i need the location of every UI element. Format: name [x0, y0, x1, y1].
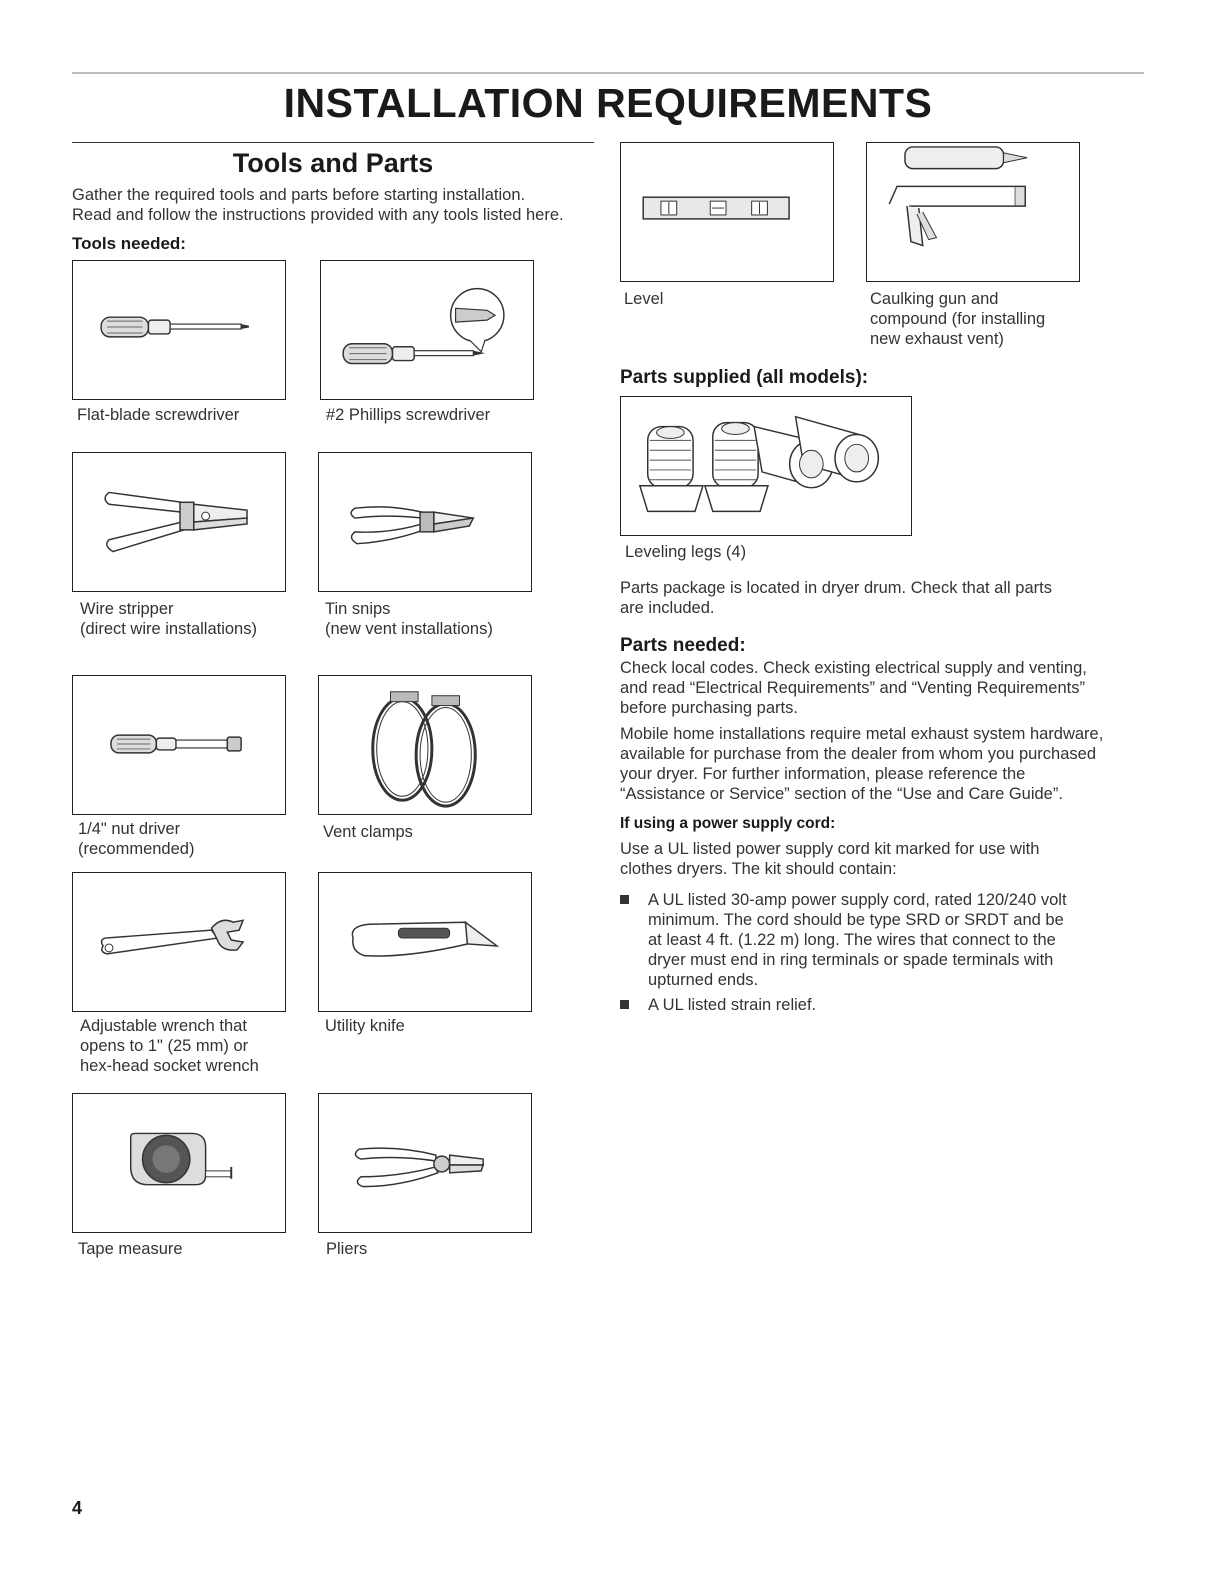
- section-rule: [72, 142, 594, 143]
- vent-clamps-icon: [319, 676, 531, 814]
- page-number: 4: [72, 1498, 83, 1518]
- level-icon: [621, 143, 833, 281]
- leveling-legs-figure: [620, 396, 912, 536]
- parts-supplied-heading: Parts supplied (all models):: [620, 367, 869, 388]
- wire-stripper-figure: [72, 452, 286, 592]
- caption-tin-snips: Tin snips (new vent installations): [325, 600, 493, 638]
- pliers-figure: [318, 1093, 532, 1233]
- nut-driver-icon: [73, 676, 285, 814]
- bullet-square-icon: [620, 1000, 629, 1009]
- wire-stripper-icon: [73, 453, 285, 591]
- utility-knife-figure: [318, 872, 532, 1012]
- vent-clamps-figure: [318, 675, 532, 815]
- caption-level: Level: [624, 290, 664, 308]
- tin-snips-icon: [319, 453, 531, 591]
- caption-wire-stripper: Wire stripper (direct wire installations): [80, 600, 257, 638]
- pliers-icon: [319, 1094, 531, 1232]
- parts-package-text: Parts package is located in dryer drum. Check that all parts are included.: [620, 579, 1052, 617]
- parts-needed-text-2: Mobile home installations require metal exhaust system hardware, available for purchase from the dealer from whom you purchased your dryer. For further information, please reference the “Assistance or Service” section of the “Use and Care Guide”.: [620, 725, 1104, 803]
- caption-utility-knife: Utility knife: [325, 1017, 405, 1035]
- tape-measure-icon: [73, 1094, 285, 1232]
- tape-measure-figure: [72, 1093, 286, 1233]
- caption-caulking-gun: Caulking gun and compound (for installing new exhaust vent): [870, 290, 1046, 348]
- caption-flat-blade-screwdriver: Flat-blade screwdriver: [77, 406, 240, 424]
- tools-needed-heading: Tools needed:: [72, 234, 186, 253]
- caption-vent-clamps: Vent clamps: [323, 823, 413, 841]
- leveling-legs-icon: [621, 397, 911, 535]
- caption-phillips-screwdriver: #2 Phillips screwdriver: [326, 406, 491, 424]
- caption-leveling-legs: Leveling legs (4): [625, 543, 747, 561]
- parts-needed-heading: Parts needed:: [620, 635, 746, 656]
- page-title: INSTALLATION REQUIREMENTS: [283, 80, 933, 126]
- flat-blade-screwdriver-figure: [72, 260, 286, 400]
- caption-pliers: Pliers: [326, 1240, 368, 1258]
- adjustable-wrench-icon: [73, 873, 285, 1011]
- adjustable-wrench-figure: [72, 872, 286, 1012]
- bullet-square-icon: [620, 895, 629, 904]
- caulking-gun-icon: [867, 143, 1079, 281]
- caption-nut-driver: 1/4" nut driver (recommended): [78, 820, 195, 858]
- level-figure: [620, 142, 834, 282]
- power-cord-heading: If using a power supply cord:: [620, 815, 836, 832]
- list-item: A UL listed strain relief.: [620, 995, 816, 1015]
- caption-adjustable-wrench: Adjustable wrench that opens to 1" (25 mm) or hex-head socket wrench: [80, 1017, 259, 1075]
- power-cord-text: Use a UL listed power supply cord kit marked for use with clothes dryers. The kit should contain:: [620, 840, 1040, 878]
- parts-needed-text-1: Check local codes. Check existing electrical supply and venting, and read “Electrical Requirements” and “Venting Requirements” before purchasing parts.: [620, 659, 1087, 717]
- tin-snips-figure: [318, 452, 532, 592]
- phillips-screwdriver-icon: [321, 261, 533, 399]
- list-item: A UL listed 30-amp power supply cord, rated 120/240 volt minimum. The cord should be type SRD or SRDT and be at least 4 ft. (1.22 m) long. The wires that connect to the dryer must end in ring terminals or spade terminals with upturned ends.: [620, 890, 1067, 990]
- phillips-screwdriver-figure: [320, 260, 534, 400]
- intro-text: Gather the required tools and parts before starting installation. Read and follow the instructions provided with any tools listed here.: [72, 186, 564, 224]
- flat-blade-screwdriver-icon: [73, 261, 285, 399]
- caption-tape-measure: Tape measure: [78, 1240, 183, 1258]
- nut-driver-figure: [72, 675, 286, 815]
- caulking-gun-figure: [866, 142, 1080, 282]
- top-rule: [72, 72, 1144, 74]
- utility-knife-icon: [319, 873, 531, 1011]
- section-title: Tools and Parts: [232, 148, 434, 178]
